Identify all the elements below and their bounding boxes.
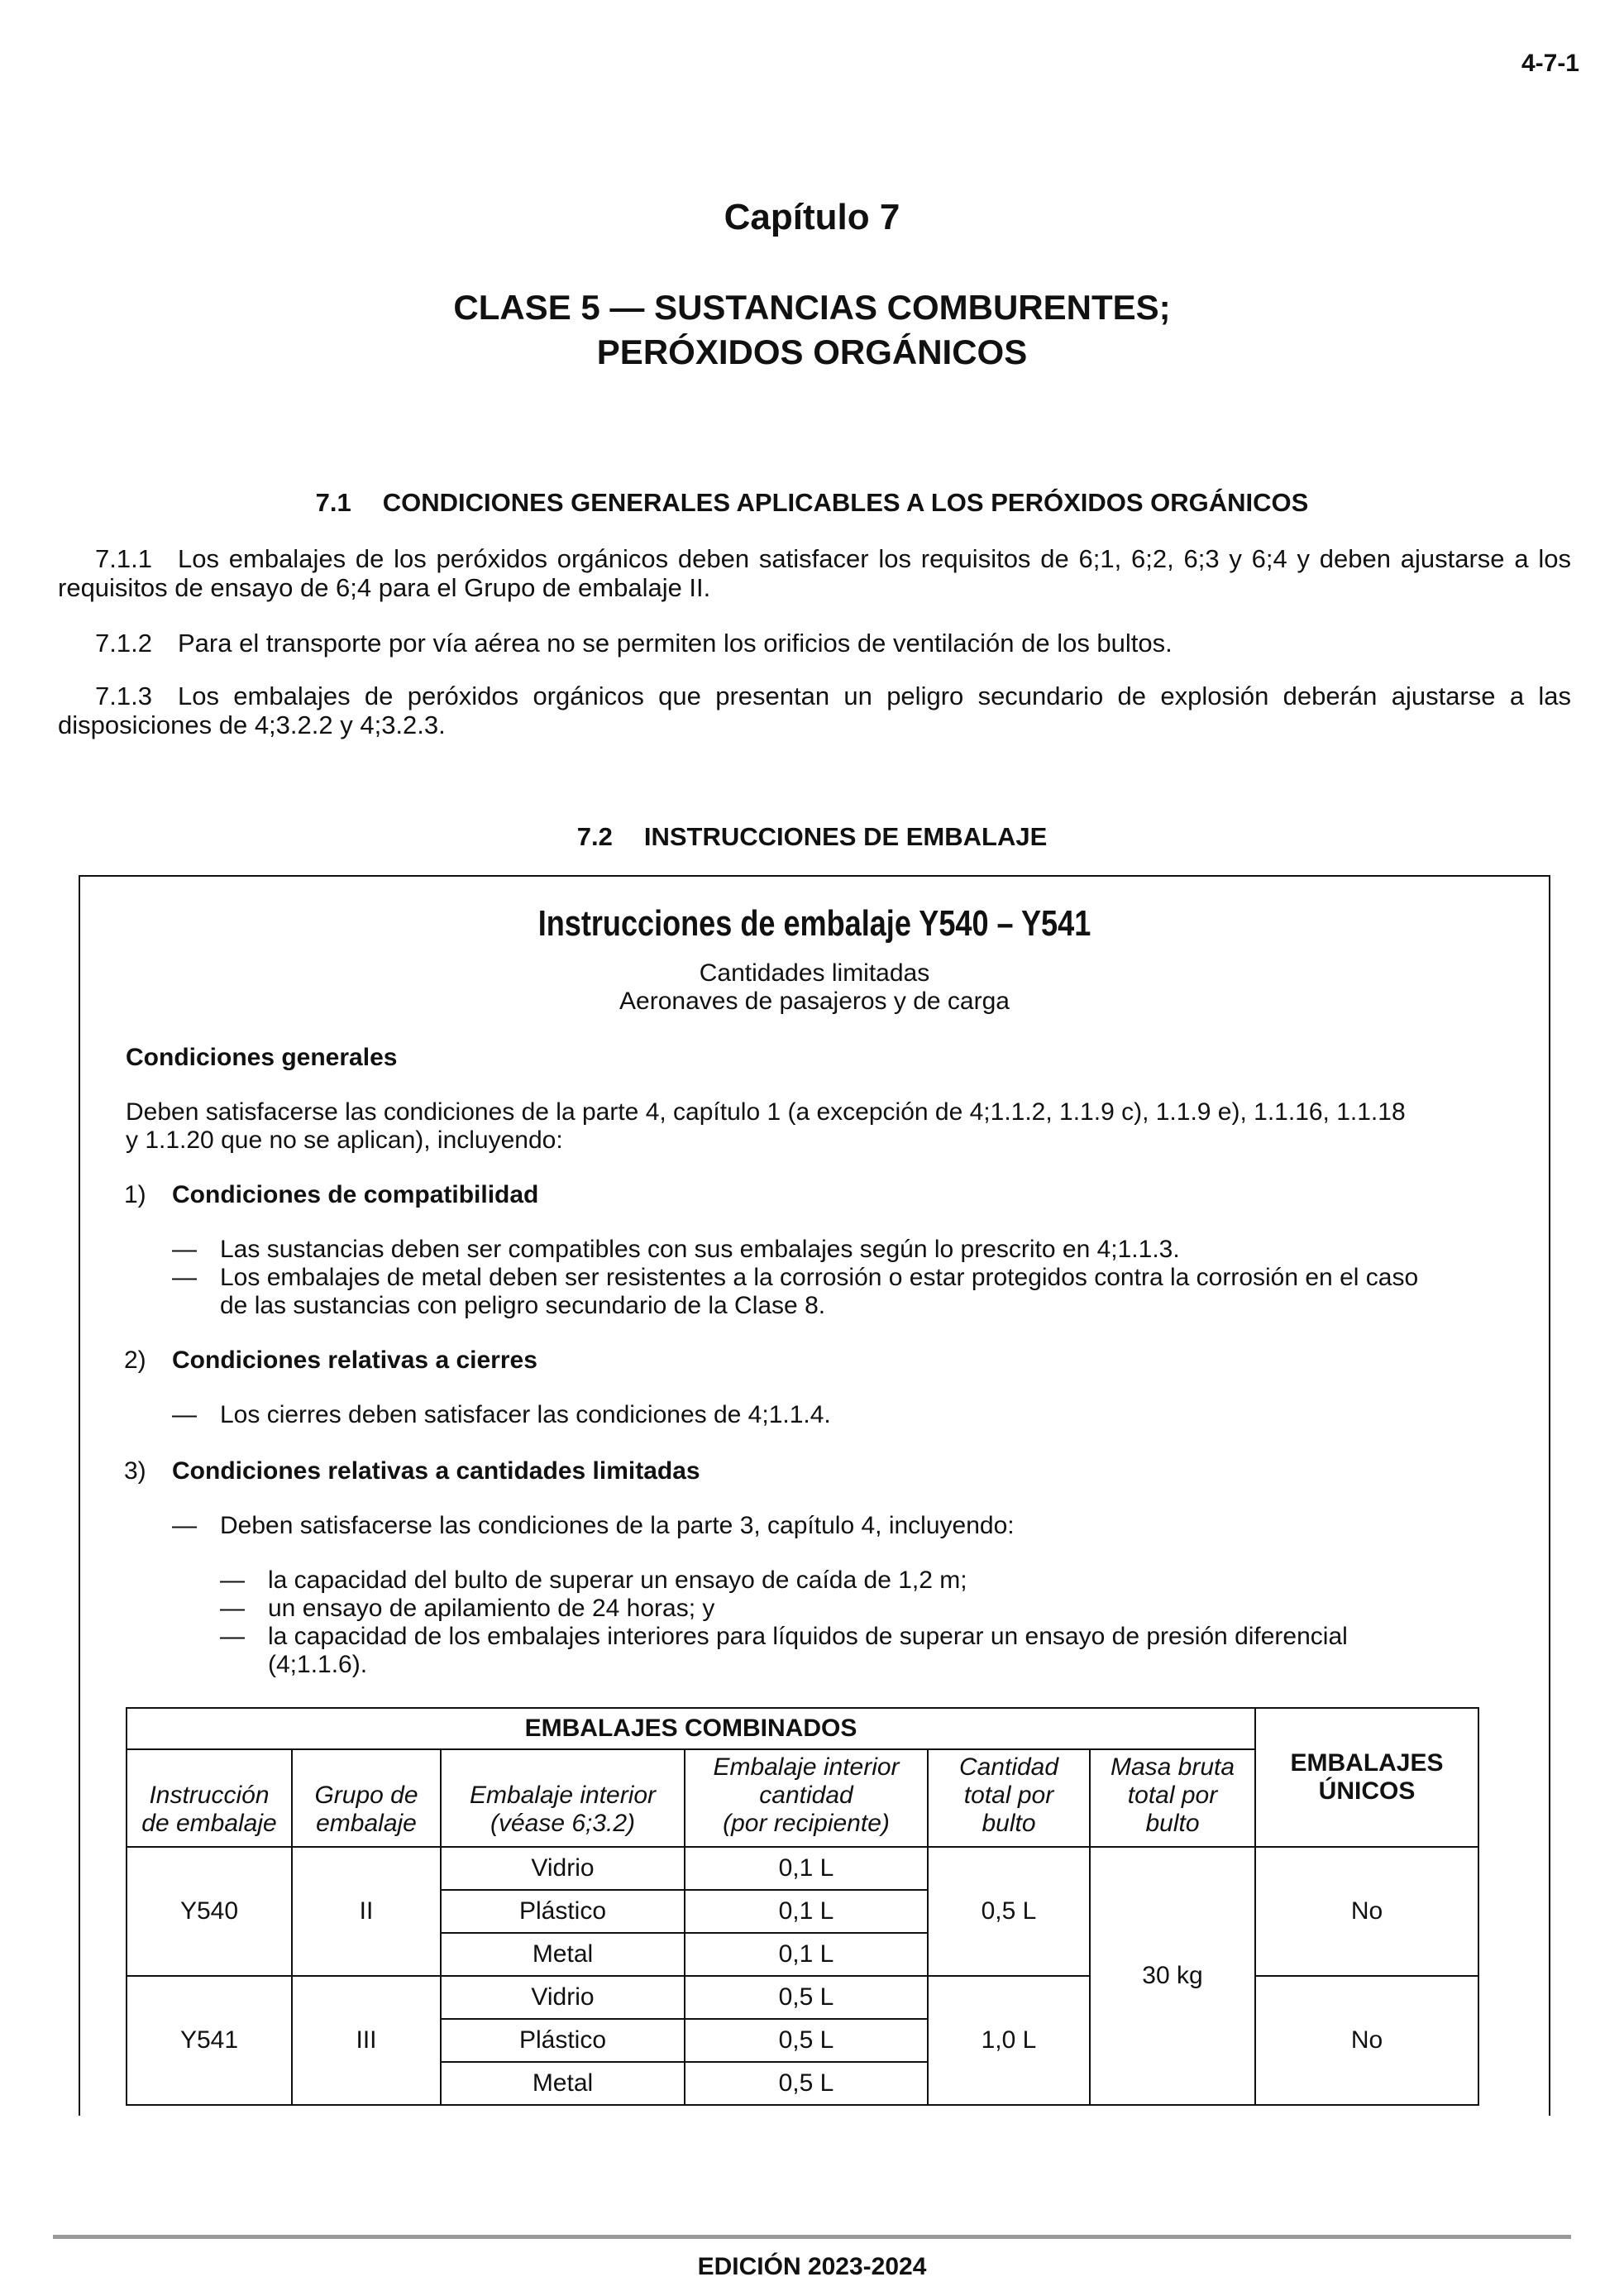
dash-bullet: — [220, 1595, 245, 1622]
cell-inner-qty: 0,1 L [685, 1933, 928, 1976]
cell-group: III [292, 1976, 441, 2105]
cell-inner-qty: 0,1 L [685, 1890, 928, 1933]
col-header-total-quantity [928, 1749, 1090, 1847]
cell-inner-type: Vidrio [441, 1847, 685, 1890]
header-line: bulto [982, 1810, 1036, 1837]
class-title-line1: CLASE 5 — SUSTANCIAS COMBURENTES; [453, 288, 1171, 327]
section-7-1-heading [0, 488, 1624, 518]
section-title: INSTRUCCIONES DE EMBALAJE [643, 822, 1048, 851]
header-line: de embalaje [141, 1810, 277, 1837]
cell-inner-type: Metal [441, 1933, 685, 1976]
cell-inner-type: Metal [441, 2062, 685, 2105]
item-title-compatibility: Condiciones de compatibilidad [172, 1181, 539, 1208]
packing-instruction-title: Instrucciones de embalaje Y540 – Y541 [537, 903, 1091, 944]
footer-rule [53, 2235, 1571, 2239]
cell-inner-qty: 0,5 L [685, 2019, 928, 2062]
header-line: (véase 6;3.2) [490, 1810, 636, 1837]
packaging-table [126, 1707, 1479, 2106]
item-number: 3) [124, 1457, 146, 1485]
header-line: Cantidad [958, 1753, 1059, 1781]
col-header-instruction [127, 1749, 292, 1847]
cell-instruction: Y540 [127, 1847, 292, 1976]
dash-bullet: — [172, 1264, 197, 1291]
dash-text: Deben satisfacerse las condiciones de la parte 3, capítulo 4, incluyendo: [220, 1512, 1015, 1539]
item-number: 1) [124, 1181, 146, 1208]
section-7-2-heading [0, 822, 1624, 852]
item-number: 2) [124, 1347, 146, 1374]
section-title: CONDICIONES GENERALES APLICABLES A LOS PERÓXIDOS ORGÁNICOS [382, 488, 1309, 517]
header-line: total por [1127, 1782, 1218, 1809]
general-conditions-heading: Condiciones generales [126, 1044, 398, 1071]
paragraph-number: 7.1.1 [95, 544, 152, 573]
dash-text-line2: de las sustancias con peligro secundario de la Clase 8. [220, 1292, 826, 1319]
header-line: Instrucción [149, 1782, 270, 1809]
paragraph-7-1-2 [58, 629, 1571, 658]
header-line: Embalaje interior [713, 1753, 900, 1781]
cell-total: 1,0 L [928, 1976, 1090, 2105]
cell-inner-type: Plástico [441, 1890, 685, 1933]
item-title-closures: Condiciones relativas a cierres [172, 1347, 537, 1374]
general-conditions-line1: Deben satisfacerse las condiciones de la parte 4, capítulo 1 (a excepción de 4;1.1.2, 1.1.9 c), 1.1.9 e), 1.1.16, 1.1.18 [126, 1098, 1406, 1126]
header-line: Grupo de [314, 1782, 418, 1809]
item-title-limited-quantities: Condiciones relativas a cantidades limitadas [172, 1457, 700, 1485]
packing-subtitle-1: Cantidades limitadas [699, 959, 930, 987]
header-line: bulto [1145, 1810, 1200, 1837]
cell-inner-qty: 0,1 L [685, 1847, 928, 1890]
col-header-gross-mass [1090, 1749, 1255, 1847]
paragraph-number: 7.1.2 [95, 629, 152, 658]
class-title-line2: PERÓXIDOS ORGÁNICOS [596, 332, 1028, 371]
header-line: (por recipiente) [723, 1810, 890, 1837]
dash-bullet: — [172, 1401, 197, 1428]
cell-gross-mass: 30 kg [1090, 1847, 1255, 2105]
class-title [0, 285, 1624, 375]
cell-single-packaging: No [1255, 1847, 1478, 1976]
header-line: cantidad [759, 1782, 853, 1809]
cell-single-packaging: No [1255, 1976, 1478, 2105]
combined-packaging-header: EMBALAJES COMBINADOS [127, 1708, 1255, 1749]
general-conditions-line2: y 1.1.20 que no se aplican), incluyendo: [126, 1126, 563, 1154]
section-number: 7.1 [315, 488, 351, 517]
cell-instruction: Y541 [127, 1976, 292, 2105]
paragraph-7-1-1 [58, 544, 1571, 602]
dash-bullet: — [172, 1512, 197, 1539]
dash-bullet: — [220, 1623, 245, 1650]
section-number: 7.2 [576, 822, 613, 851]
paragraph-text: Los embalajes de peróxidos orgánicos que presentan un peligro secundario de explosión deberán ajustarse a las disposiciones de 4;3.2.2 y 4;3.2.3. [58, 682, 1571, 739]
single-packaging-header [1255, 1708, 1478, 1847]
cell-inner-type: Vidrio [441, 1976, 685, 2019]
cell-inner-type: Plástico [441, 2019, 685, 2062]
packing-subtitle-2: Aeronaves de pasajeros y de carga [619, 988, 1010, 1015]
col-header-inner-quantity [685, 1749, 928, 1847]
paragraph-7-1-3 [58, 682, 1571, 739]
dash-text-line1: Los embalajes de metal deben ser resistentes a la corrosión o estar protegidos contra la corrosión en el caso [220, 1264, 1419, 1291]
header-line: embalaje [316, 1810, 417, 1837]
cell-inner-qty: 0,5 L [685, 2062, 928, 2105]
dash-bullet: — [220, 1567, 245, 1594]
dash-text: la capacidad del bulto de superar un ensayo de caída de 1,2 m; [268, 1567, 967, 1594]
cell-group: II [292, 1847, 441, 1976]
col-header-inner-packaging [441, 1749, 685, 1847]
col-header-group [292, 1749, 441, 1847]
header-line: Masa bruta [1110, 1753, 1235, 1781]
header-line: Embalaje interior [469, 1782, 657, 1809]
header-line: EMBALAJES [1290, 1749, 1444, 1777]
paragraph-text: Para el transporte por vía aérea no se permiten los orificios de ventilación de los bultos. [178, 629, 1173, 658]
dash-text: un ensayo de apilamiento de 24 horas; y [268, 1595, 715, 1622]
page-number: 4-7-1 [1521, 50, 1579, 77]
dash-text-line2: (4;1.1.6). [268, 1651, 368, 1678]
header-line: ÚNICOS [1318, 1777, 1416, 1805]
header-line: total por [963, 1782, 1054, 1809]
edition-footer: EDICIÓN 2023-2024 [697, 2253, 927, 2280]
paragraph-number: 7.1.3 [95, 682, 152, 710]
dash-text: Los cierres deben satisfacer las condiciones de 4;1.1.4. [220, 1401, 831, 1428]
cell-total: 0,5 L [928, 1847, 1090, 1976]
dash-bullet: — [172, 1236, 197, 1263]
dash-text-line1: la capacidad de los embalajes interiores para líquidos de superar un ensayo de presión diferencial [268, 1623, 1348, 1650]
dash-text: Las sustancias deben ser compatibles con sus embalajes según lo prescrito en 4;1.1.3. [220, 1236, 1180, 1263]
cell-inner-qty: 0,5 L [685, 1976, 928, 2019]
chapter-title: Capítulo 7 [724, 197, 900, 237]
paragraph-text: Los embalajes de los peróxidos orgánicos deben satisfacer los requisitos de 6;1, 6;2, 6;3 y 6;4 y deben ajustarse a los requisitos de ensayo de 6;4 para el Grupo de embalaje II. [58, 544, 1571, 602]
